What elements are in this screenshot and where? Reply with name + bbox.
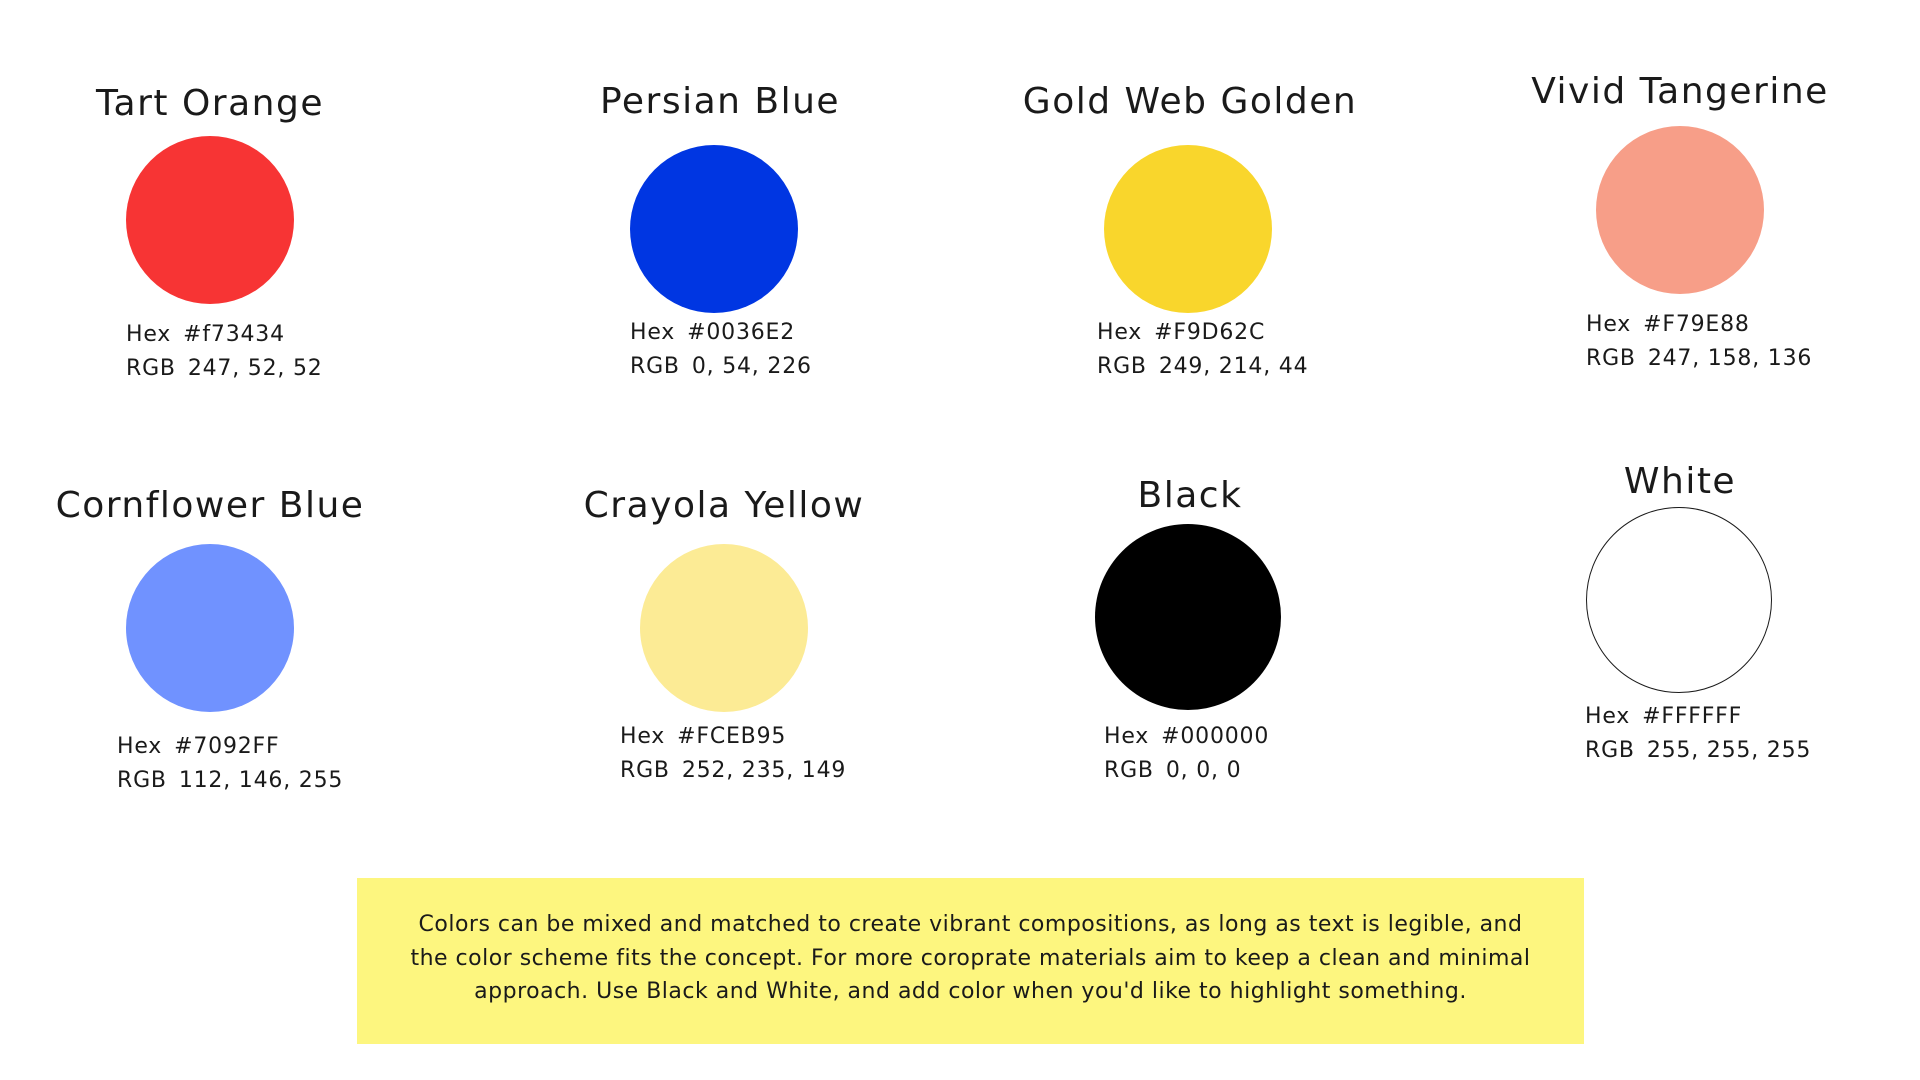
swatch-card-tart-orange	[0, 80, 420, 440]
hex-value: #000000	[1161, 724, 1270, 749]
rgb-value: 255, 255, 255	[1646, 738, 1812, 763]
rgb-label: RGB	[1104, 758, 1154, 783]
hex-label: Hex	[1104, 724, 1150, 749]
swatch-name: Vivid Tangerine	[1531, 71, 1829, 112]
hex-label: Hex	[620, 724, 666, 749]
color-circle	[1586, 507, 1772, 693]
hex-value: #F9D62C	[1154, 320, 1266, 345]
rgb-label: RGB	[1586, 346, 1636, 371]
rgb-value: 249, 214, 44	[1158, 354, 1309, 379]
hex-label: Hex	[126, 322, 172, 347]
swatch-card-white	[1460, 462, 1900, 822]
swatch-name: Crayola Yellow	[583, 485, 865, 526]
rgb-value: 0, 0, 0	[1165, 758, 1242, 783]
color-circle	[1104, 145, 1272, 313]
swatch-card-cornflower-blue	[0, 484, 420, 844]
hex-label: Hex	[117, 734, 163, 759]
swatch-name: Gold Web Golden	[1022, 81, 1358, 122]
color-circle	[126, 544, 294, 712]
swatch-values	[117, 730, 343, 798]
swatch-card-vivid-tangerine	[1460, 70, 1900, 430]
swatch-values	[620, 720, 846, 788]
hex-label: Hex	[630, 320, 676, 345]
hex-label: Hex	[1586, 312, 1632, 337]
swatch-card-persian-blue	[500, 80, 940, 440]
rgb-label: RGB	[117, 768, 167, 793]
hex-label: Hex	[1097, 320, 1143, 345]
swatch-values	[630, 316, 812, 384]
swatch-name: Black	[1137, 475, 1243, 516]
swatch-values	[126, 318, 323, 386]
color-circle	[1596, 126, 1764, 294]
rgb-value: 247, 52, 52	[187, 356, 323, 381]
swatch-card-crayola-yellow	[504, 484, 944, 844]
swatch-values	[1585, 700, 1811, 768]
color-circle	[1095, 524, 1281, 710]
hex-value: #FFFFFF	[1642, 704, 1743, 729]
rgb-value: 112, 146, 255	[178, 768, 344, 793]
usage-note-box	[357, 878, 1584, 1044]
rgb-label: RGB	[126, 356, 176, 381]
hex-value: #f73434	[183, 322, 285, 347]
swatch-card-black	[970, 476, 1410, 836]
hex-value: #7092FF	[174, 734, 280, 759]
swatch-values	[1104, 720, 1269, 788]
color-circle	[126, 136, 294, 304]
rgb-label: RGB	[1585, 738, 1635, 763]
hex-value: #F79E88	[1643, 312, 1750, 337]
swatch-name: White	[1623, 461, 1737, 502]
color-circle	[630, 145, 798, 313]
color-circle	[640, 544, 808, 712]
rgb-value: 247, 158, 136	[1647, 346, 1813, 371]
swatch-values	[1097, 316, 1308, 384]
swatch-values	[1586, 308, 1812, 376]
swatch-card-gold-web-golden	[970, 80, 1410, 440]
rgb-label: RGB	[630, 354, 680, 379]
rgb-value: 252, 235, 149	[681, 758, 847, 783]
hex-value: #FCEB95	[677, 724, 787, 749]
swatch-name: Tart Orange	[96, 83, 324, 124]
swatch-name: Persian Blue	[599, 81, 841, 122]
hex-value: #0036E2	[687, 320, 796, 345]
rgb-label: RGB	[620, 758, 670, 783]
usage-note-text: Colors can be mixed and matched to create vibrant compositions, as long as text is legible, and the color scheme fits the concept. For more coroprate materials aim to keep a clean and minimal approach. Use Black and White, and add color when you'd like to highlight something.	[410, 912, 1531, 1004]
swatch-name: Cornflower Blue	[55, 485, 365, 526]
rgb-value: 0, 54, 226	[691, 354, 812, 379]
hex-label: Hex	[1585, 704, 1631, 729]
rgb-label: RGB	[1097, 354, 1147, 379]
